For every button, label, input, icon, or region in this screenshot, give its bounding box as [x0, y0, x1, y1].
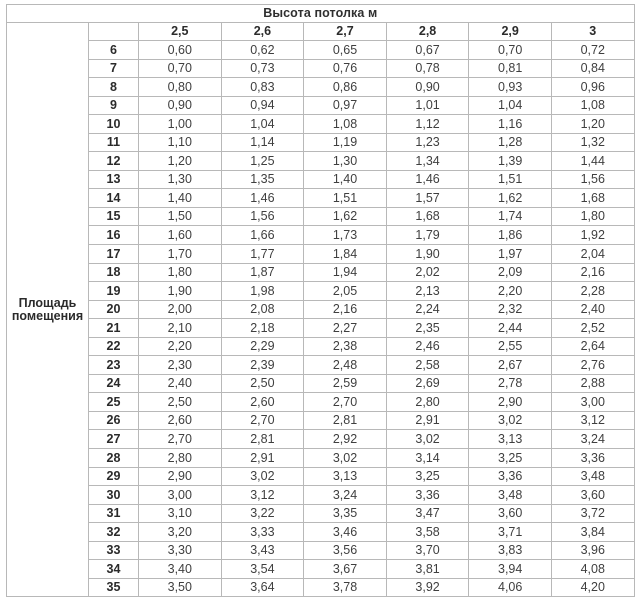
table-cell-value: 1,16 [469, 115, 552, 134]
table-row [7, 282, 635, 301]
table-row [7, 356, 635, 375]
table-cell-value: 0,96 [551, 78, 634, 97]
row-header-room-area: 25 [89, 393, 139, 412]
table-cell-value: 3,84 [551, 523, 634, 542]
table-cell-value: 2,32 [469, 300, 552, 319]
table-cell-value: 1,08 [551, 96, 634, 115]
column-header-ceiling-height: 2,7 [304, 23, 387, 41]
table-cell-value: 1,04 [469, 96, 552, 115]
table-cell-value: 2,13 [386, 282, 469, 301]
table-cell-value: 3,50 [139, 578, 222, 597]
table-cell-value: 1,62 [304, 207, 387, 226]
table-row [7, 374, 635, 393]
row-header-room-area: 18 [89, 263, 139, 282]
table-cell-value: 3,60 [469, 504, 552, 523]
table-cell-value: 2,69 [386, 374, 469, 393]
table-title-row [7, 5, 635, 23]
table-cell-value: 3,02 [304, 449, 387, 468]
row-header-room-area: 23 [89, 356, 139, 375]
table-cell-value: 2,90 [469, 393, 552, 412]
table-cell-value: 1,10 [139, 133, 222, 152]
table-cell-value: 1,70 [139, 245, 222, 264]
table-cell-value: 3,20 [139, 523, 222, 542]
table-cell-value: 2,38 [304, 337, 387, 356]
table-cell-value: 3,54 [221, 560, 304, 579]
row-header-room-area: 27 [89, 430, 139, 449]
table-cell-value: 1,30 [139, 170, 222, 189]
table-cell-value: 2,52 [551, 319, 634, 338]
row-header-room-area: 28 [89, 449, 139, 468]
table-cell-value: 1,20 [139, 152, 222, 171]
table-cell-value: 2,59 [304, 374, 387, 393]
table-cell-value: 0,72 [551, 41, 634, 60]
row-header-room-area: 33 [89, 541, 139, 560]
table-cell-value: 1,56 [551, 170, 634, 189]
table-cell-value: 3,56 [304, 541, 387, 560]
table-cell-value: 3,94 [469, 560, 552, 579]
table-row [7, 152, 635, 171]
table-row [7, 78, 635, 97]
table-cell-value: 2,40 [551, 300, 634, 319]
table-row [7, 486, 635, 505]
table-cell-value: 0,83 [221, 78, 304, 97]
table-row [7, 504, 635, 523]
row-header-room-area: 6 [89, 41, 139, 60]
table-row [7, 411, 635, 430]
table-cell-value: 1,86 [469, 226, 552, 245]
row-header-room-area: 35 [89, 578, 139, 597]
table-cell-value: 1,04 [221, 115, 304, 134]
table-cell-value: 2,30 [139, 356, 222, 375]
table-cell-value: 2,29 [221, 337, 304, 356]
table-row [7, 467, 635, 486]
table-cell-value: 4,20 [551, 578, 634, 597]
table-row [7, 189, 635, 208]
table-cell-value: 3,48 [469, 486, 552, 505]
table-cell-value: 2,80 [386, 393, 469, 412]
table-cell-value: 1,34 [386, 152, 469, 171]
table-cell-value: 3,30 [139, 541, 222, 560]
table-cell-value: 3,14 [386, 449, 469, 468]
table-cell-value: 3,70 [386, 541, 469, 560]
table-cell-value: 0,93 [469, 78, 552, 97]
table-row [7, 578, 635, 597]
table-cell-value: 1,12 [386, 115, 469, 134]
table-row [7, 207, 635, 226]
table-cell-value: 1,68 [551, 189, 634, 208]
header-corner-blank [89, 23, 139, 41]
table-row [7, 133, 635, 152]
table-cell-value: 3,02 [221, 467, 304, 486]
table-cell-value: 0,97 [304, 96, 387, 115]
table-row [7, 263, 635, 282]
table-cell-value: 1,51 [304, 189, 387, 208]
table-cell-value: 1,57 [386, 189, 469, 208]
table-cell-value: 3,35 [304, 504, 387, 523]
table-cell-value: 2,76 [551, 356, 634, 375]
column-header-row [7, 23, 635, 41]
table-cell-value: 3,43 [221, 541, 304, 560]
table-cell-value: 3,10 [139, 504, 222, 523]
table-cell-value: 0,81 [469, 59, 552, 78]
column-header-ceiling-height: 2,5 [139, 23, 222, 41]
table-cell-value: 3,58 [386, 523, 469, 542]
row-header-room-area: 8 [89, 78, 139, 97]
row-header-room-area: 15 [89, 207, 139, 226]
table-cell-value: 3,36 [551, 449, 634, 468]
table-cell-value: 1,00 [139, 115, 222, 134]
row-header-room-area: 19 [89, 282, 139, 301]
table-cell-value: 2,80 [139, 449, 222, 468]
table-cell-value: 3,48 [551, 467, 634, 486]
table-cell-value: 3,33 [221, 523, 304, 542]
table-cell-value: 1,14 [221, 133, 304, 152]
row-header-room-area: 13 [89, 170, 139, 189]
table-cell-value: 2,91 [386, 411, 469, 430]
ceiling-height-title: Высота потолка м [7, 5, 635, 23]
table-cell-value: 1,68 [386, 207, 469, 226]
table-cell-value: 3,00 [551, 393, 634, 412]
table-cell-value: 1,92 [551, 226, 634, 245]
room-area-side-label [7, 23, 89, 597]
table-cell-value: 2,58 [386, 356, 469, 375]
table-cell-value: 1,50 [139, 207, 222, 226]
table-cell-value: 2,05 [304, 282, 387, 301]
table-cell-value: 2,35 [386, 319, 469, 338]
table-cell-value: 1,90 [386, 245, 469, 264]
table-cell-value: 3,25 [386, 467, 469, 486]
table-cell-value: 2,78 [469, 374, 552, 393]
table-cell-value: 1,77 [221, 245, 304, 264]
table-cell-value: 2,00 [139, 300, 222, 319]
table-cell-value: 3,02 [469, 411, 552, 430]
table-cell-value: 1,46 [386, 170, 469, 189]
table-cell-value: 4,06 [469, 578, 552, 597]
table-cell-value: 2,18 [221, 319, 304, 338]
table-row [7, 41, 635, 60]
row-header-room-area: 34 [89, 560, 139, 579]
table-cell-value: 2,40 [139, 374, 222, 393]
table-cell-value: 0,94 [221, 96, 304, 115]
table-cell-value: 2,24 [386, 300, 469, 319]
table-cell-value: 2,91 [221, 449, 304, 468]
row-header-room-area: 26 [89, 411, 139, 430]
table-cell-value: 4,08 [551, 560, 634, 579]
table-cell-value: 3,02 [386, 430, 469, 449]
table-cell-value: 3,92 [386, 578, 469, 597]
table-cell-value: 2,48 [304, 356, 387, 375]
table-cell-value: 3,40 [139, 560, 222, 579]
table-cell-value: 3,67 [304, 560, 387, 579]
table-cell-value: 0,65 [304, 41, 387, 60]
table-cell-value: 2,16 [304, 300, 387, 319]
room-area-side-label-line: помещения [11, 308, 84, 323]
table-cell-value: 3,36 [469, 467, 552, 486]
table-row [7, 393, 635, 412]
table-cell-value: 2,28 [551, 282, 634, 301]
table-cell-value: 1,51 [469, 170, 552, 189]
table-row [7, 430, 635, 449]
table-cell-value: 2,44 [469, 319, 552, 338]
table-cell-value: 2,50 [139, 393, 222, 412]
row-header-room-area: 10 [89, 115, 139, 134]
volume-lookup-table-container [6, 4, 634, 597]
column-header-ceiling-height: 2,9 [469, 23, 552, 41]
table-cell-value: 2,70 [221, 411, 304, 430]
row-header-room-area: 7 [89, 59, 139, 78]
table-cell-value: 1,60 [139, 226, 222, 245]
table-cell-value: 2,20 [139, 337, 222, 356]
table-cell-value: 1,87 [221, 263, 304, 282]
table-row [7, 300, 635, 319]
row-header-room-area: 24 [89, 374, 139, 393]
table-cell-value: 3,71 [469, 523, 552, 542]
table-cell-value: 2,92 [304, 430, 387, 449]
table-cell-value: 0,70 [139, 59, 222, 78]
table-cell-value: 3,60 [551, 486, 634, 505]
table-cell-value: 0,90 [139, 96, 222, 115]
table-cell-value: 3,47 [386, 504, 469, 523]
table-cell-value: 1,20 [551, 115, 634, 134]
table-row [7, 523, 635, 542]
table-cell-value: 3,22 [221, 504, 304, 523]
room-area-side-label-line: Площадь [18, 296, 77, 311]
table-row [7, 226, 635, 245]
row-header-room-area: 11 [89, 133, 139, 152]
table-cell-value: 1,19 [304, 133, 387, 152]
table-cell-value: 3,78 [304, 578, 387, 597]
table-cell-value: 2,39 [221, 356, 304, 375]
table-row [7, 96, 635, 115]
table-cell-value: 0,90 [386, 78, 469, 97]
table-cell-value: 3,24 [551, 430, 634, 449]
table-row [7, 560, 635, 579]
table-cell-value: 1,74 [469, 207, 552, 226]
table-cell-value: 1,94 [304, 263, 387, 282]
table-cell-value: 3,12 [551, 411, 634, 430]
table-cell-value: 2,09 [469, 263, 552, 282]
table-cell-value: 3,46 [304, 523, 387, 542]
column-header-ceiling-height: 2,6 [221, 23, 304, 41]
table-cell-value: 1,40 [139, 189, 222, 208]
row-header-room-area: 32 [89, 523, 139, 542]
table-cell-value: 0,70 [469, 41, 552, 60]
table-cell-value: 3,24 [304, 486, 387, 505]
table-cell-value: 2,10 [139, 319, 222, 338]
row-header-room-area: 21 [89, 319, 139, 338]
table-cell-value: 3,12 [221, 486, 304, 505]
table-cell-value: 2,27 [304, 319, 387, 338]
table-cell-value: 1,25 [221, 152, 304, 171]
volume-lookup-table [6, 4, 635, 597]
table-cell-value: 1,80 [551, 207, 634, 226]
table-cell-value: 1,97 [469, 245, 552, 264]
row-header-room-area: 30 [89, 486, 139, 505]
table-cell-value: 2,02 [386, 263, 469, 282]
table-cell-value: 2,81 [221, 430, 304, 449]
table-cell-value: 2,16 [551, 263, 634, 282]
table-cell-value: 2,08 [221, 300, 304, 319]
table-cell-value: 1,90 [139, 282, 222, 301]
table-cell-value: 0,78 [386, 59, 469, 78]
table-cell-value: 0,62 [221, 41, 304, 60]
table-cell-value: 2,81 [304, 411, 387, 430]
table-cell-value: 1,73 [304, 226, 387, 245]
table-cell-value: 1,80 [139, 263, 222, 282]
table-cell-value: 1,98 [221, 282, 304, 301]
table-cell-value: 1,01 [386, 96, 469, 115]
table-cell-value: 1,40 [304, 170, 387, 189]
table-cell-value: 3,81 [386, 560, 469, 579]
table-cell-value: 3,13 [304, 467, 387, 486]
table-cell-value: 1,39 [469, 152, 552, 171]
column-header-ceiling-height: 2,8 [386, 23, 469, 41]
table-cell-value: 3,25 [469, 449, 552, 468]
table-cell-value: 3,83 [469, 541, 552, 560]
table-cell-value: 3,96 [551, 541, 634, 560]
table-cell-value: 0,67 [386, 41, 469, 60]
table-row [7, 59, 635, 78]
table-cell-value: 0,80 [139, 78, 222, 97]
table-cell-value: 1,08 [304, 115, 387, 134]
column-header-ceiling-height: 3 [551, 23, 634, 41]
table-cell-value: 1,44 [551, 152, 634, 171]
table-cell-value: 2,04 [551, 245, 634, 264]
table-cell-value: 1,84 [304, 245, 387, 264]
table-cell-value: 1,23 [386, 133, 469, 152]
table-cell-value: 1,66 [221, 226, 304, 245]
row-header-room-area: 29 [89, 467, 139, 486]
table-row [7, 115, 635, 134]
table-cell-value: 1,35 [221, 170, 304, 189]
table-cell-value: 1,28 [469, 133, 552, 152]
table-row [7, 170, 635, 189]
table-row [7, 449, 635, 468]
row-header-room-area: 20 [89, 300, 139, 319]
table-cell-value: 2,46 [386, 337, 469, 356]
table-cell-value: 1,62 [469, 189, 552, 208]
table-cell-value: 3,13 [469, 430, 552, 449]
table-cell-value: 2,90 [139, 467, 222, 486]
table-cell-value: 2,70 [139, 430, 222, 449]
table-cell-value: 1,79 [386, 226, 469, 245]
table-cell-value: 0,60 [139, 41, 222, 60]
table-cell-value: 2,70 [304, 393, 387, 412]
table-cell-value: 0,76 [304, 59, 387, 78]
table-cell-value: 2,60 [221, 393, 304, 412]
row-header-room-area: 22 [89, 337, 139, 356]
table-row [7, 319, 635, 338]
row-header-room-area: 12 [89, 152, 139, 171]
table-row [7, 245, 635, 264]
table-row [7, 541, 635, 560]
table-row [7, 337, 635, 356]
table-cell-value: 0,84 [551, 59, 634, 78]
table-cell-value: 3,72 [551, 504, 634, 523]
table-cell-value: 1,30 [304, 152, 387, 171]
table-cell-value: 2,60 [139, 411, 222, 430]
row-header-room-area: 9 [89, 96, 139, 115]
table-cell-value: 1,56 [221, 207, 304, 226]
table-cell-value: 2,64 [551, 337, 634, 356]
row-header-room-area: 14 [89, 189, 139, 208]
table-cell-value: 2,67 [469, 356, 552, 375]
table-cell-value: 0,86 [304, 78, 387, 97]
table-cell-value: 2,55 [469, 337, 552, 356]
row-header-room-area: 16 [89, 226, 139, 245]
row-header-room-area: 31 [89, 504, 139, 523]
table-cell-value: 2,50 [221, 374, 304, 393]
table-cell-value: 1,32 [551, 133, 634, 152]
table-cell-value: 2,20 [469, 282, 552, 301]
table-cell-value: 2,88 [551, 374, 634, 393]
table-cell-value: 3,36 [386, 486, 469, 505]
table-cell-value: 3,00 [139, 486, 222, 505]
table-cell-value: 0,73 [221, 59, 304, 78]
table-cell-value: 3,64 [221, 578, 304, 597]
row-header-room-area: 17 [89, 245, 139, 264]
table-cell-value: 1,46 [221, 189, 304, 208]
